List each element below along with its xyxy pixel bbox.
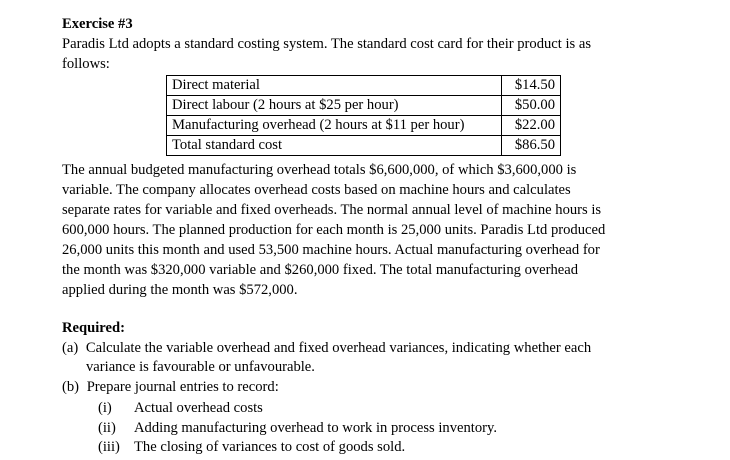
cost-label: Direct labour (2 hours at $25 per hour) bbox=[167, 96, 502, 116]
table-row bbox=[167, 136, 561, 156]
table-row bbox=[167, 96, 561, 116]
sub-item-marker: (i) bbox=[98, 400, 112, 416]
cost-label: Manufacturing overhead (2 hours at $11 per hour) bbox=[167, 116, 502, 136]
cost-amount: $22.00 bbox=[502, 116, 561, 136]
paragraph-line: The annual budgeted manufacturing overhead totals $6,600,000, of which $3,600,000 is bbox=[62, 162, 577, 178]
cost-label: Direct material bbox=[167, 76, 502, 96]
exercise-title: Exercise #3 bbox=[62, 16, 133, 32]
intro-text bbox=[62, 34, 662, 74]
cost-label: Total standard cost bbox=[167, 136, 502, 156]
question-b-text: Prepare journal entries to record: bbox=[86, 379, 279, 395]
paragraph-line: the month was $320,000 variable and $260,000 fixed. The total manufacturing overhead bbox=[62, 262, 579, 278]
question-b-marker: (b) bbox=[62, 379, 80, 395]
required-heading: Required: bbox=[62, 320, 125, 336]
paragraph-line: applied during the month was $572,000. bbox=[62, 282, 298, 298]
question-a-marker: (a) bbox=[62, 340, 79, 356]
question-a-text: Calculate the variable overhead and fixed overhead variances, indicating whether each bbox=[85, 340, 592, 356]
cost-amount: $14.50 bbox=[502, 76, 561, 96]
intro-line: Paradis Ltd adopts a standard costing system. The standard cost card for their product is as bbox=[62, 36, 592, 52]
question-a bbox=[62, 338, 591, 358]
sub-item-text: Actual overhead costs bbox=[134, 400, 263, 416]
paragraph-line: separate rates for variable and fixed overheads. The normal annual level of machine hours is bbox=[62, 202, 602, 218]
intro-line: follows: bbox=[62, 56, 110, 72]
table-row bbox=[167, 116, 561, 136]
sub-item-text: The closing of variances to cost of goods sold. bbox=[134, 439, 406, 455]
cost-amount: $86.50 bbox=[502, 136, 561, 156]
paragraph-line: variable. The company allocates overhead costs based on machine hours and calculates bbox=[62, 182, 571, 198]
sub-item bbox=[98, 418, 497, 438]
paragraph-line: 26,000 units this month and used 53,500 machine hours. Actual manufacturing overhead for bbox=[62, 242, 600, 258]
sub-item bbox=[98, 437, 405, 457]
sub-item-marker: (iii) bbox=[98, 439, 120, 455]
question-b bbox=[62, 377, 279, 397]
cost-amount: $50.00 bbox=[502, 96, 561, 116]
standard-cost-card-table bbox=[166, 75, 561, 156]
sub-item-marker: (ii) bbox=[98, 420, 116, 436]
question-a-continuation: variance is favourable or unfavourable. bbox=[86, 359, 315, 375]
sub-item bbox=[98, 398, 263, 418]
paragraph-line: 600,000 hours. The planned production for each month is 25,000 units. Paradis Ltd produced bbox=[62, 222, 606, 238]
table-row bbox=[167, 76, 561, 96]
sub-item-text: Adding manufacturing overhead to work in process inventory. bbox=[134, 420, 497, 436]
overhead-paragraph bbox=[62, 160, 672, 300]
